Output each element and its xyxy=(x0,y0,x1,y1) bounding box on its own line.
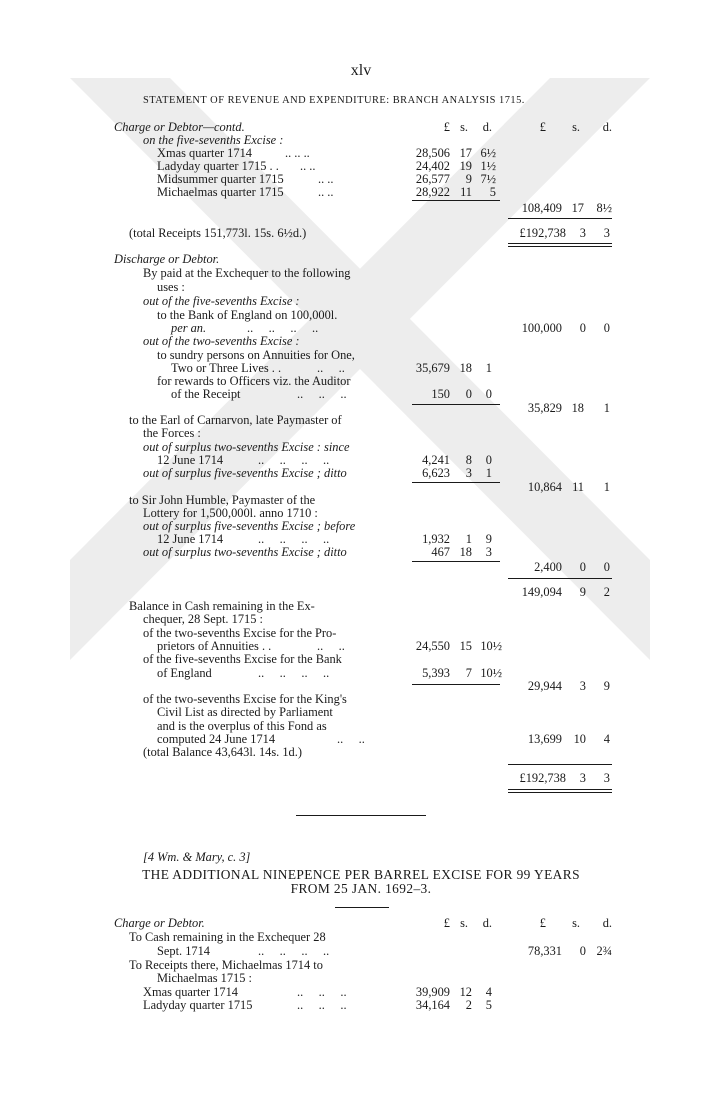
rule xyxy=(412,561,500,562)
amount-d: 4 xyxy=(603,732,610,746)
amount-s: 8 xyxy=(465,453,472,467)
col-head-d2: d. xyxy=(602,916,612,930)
sum-paid-l: 149,094 xyxy=(521,585,562,599)
amount-s: 0 xyxy=(579,944,586,958)
amount-l: 5,393 xyxy=(422,666,450,680)
text-line: Michaelmas 1715 : xyxy=(157,971,252,985)
text-line: computed 24 June 1714 xyxy=(157,732,276,746)
amount-l: 150 xyxy=(431,387,450,401)
text-line: to the Bank of England on 100,000l. xyxy=(157,308,338,322)
text-line: Lottery for 1,500,000l. anno 1710 : xyxy=(143,506,318,520)
rule xyxy=(412,404,500,405)
amount-d: 10½ xyxy=(480,639,502,653)
row-label: Ladyday quarter 1715 xyxy=(143,998,253,1012)
amount-s: 15 xyxy=(459,639,472,653)
amount-d: 0 xyxy=(603,321,610,335)
text-line: chequer, 28 Sept. 1715 : xyxy=(143,612,263,626)
amount-l: 28,922 xyxy=(415,185,450,199)
double-rule xyxy=(508,243,612,247)
dot-leader: .. .. xyxy=(318,172,334,186)
section-title-line2: FROM 25 JAN. 1692–3. xyxy=(290,881,432,896)
sum-paid-s: 9 xyxy=(579,585,586,599)
text-line: out of surplus five-sevenths Excise ; ditto xyxy=(143,466,347,480)
amount-s: 10 xyxy=(573,732,586,746)
subtotal-l: 29,944 xyxy=(527,679,562,693)
amount-d: 1½ xyxy=(480,159,496,173)
col-head-s2: s. xyxy=(572,120,580,134)
subtotal-d: 0 xyxy=(603,560,610,574)
grand-total-d: 3 xyxy=(603,771,610,785)
dot-leader: .. .. .. xyxy=(297,998,347,1012)
text-line: Civil List as directed by Parliament xyxy=(157,705,333,719)
text-line: of the Receipt xyxy=(171,387,241,401)
dot-leader: .. .. .. .. xyxy=(247,321,319,335)
amount-s: 2 xyxy=(465,998,472,1012)
amount-s: 0 xyxy=(465,387,472,401)
text-line: of the two-sevenths Excise for the King's xyxy=(143,692,347,706)
dot-leader: .. .. xyxy=(337,732,365,746)
text-line: Two or Three Lives . . xyxy=(171,361,282,375)
amount-d: 7½ xyxy=(480,172,496,186)
subtotal-s: 11 xyxy=(572,480,584,494)
rule xyxy=(412,684,500,685)
text-line: 12 June 1714 xyxy=(157,453,224,467)
amount-l: 1,932 xyxy=(422,532,450,546)
amount-s: 17 xyxy=(459,146,472,160)
amount-l: 78,331 xyxy=(527,944,562,958)
subtotal-d: 8½ xyxy=(596,201,612,215)
amount-s: 11 xyxy=(460,185,472,199)
rule xyxy=(335,907,389,908)
subtotal-l: 2,400 xyxy=(534,560,562,574)
row-label: Michaelmas quarter 1715 xyxy=(157,185,284,199)
row-label: Xmas quarter 1714 xyxy=(143,985,238,999)
text-line: 12 June 1714 xyxy=(157,532,224,546)
col-head-s2: s. xyxy=(572,916,580,930)
text-line: out of surplus two-sevenths Excise ; ditto xyxy=(143,545,347,559)
col-head-d: d. xyxy=(482,120,492,134)
running-title: STATEMENT OF REVENUE AND EXPENDITURE: BRANCH ANALYSIS 1715. xyxy=(143,95,525,106)
col-head-l2: £ xyxy=(539,916,546,930)
col-head-l: £ xyxy=(443,916,450,930)
dot-leader: .. .. .. xyxy=(297,985,347,999)
text-line: prietors of Annuities . . xyxy=(157,639,272,653)
charge-heading: Charge or Debtor—contd. xyxy=(114,120,245,134)
subtotal-s: 0 xyxy=(579,560,586,574)
amount-d: 0 xyxy=(485,387,492,401)
col-head-d: d. xyxy=(482,916,492,930)
text-line: of England xyxy=(157,666,212,680)
amount-d: 2¾ xyxy=(596,944,612,958)
dot-leader: .. .. xyxy=(317,361,345,375)
amount-l: 24,402 xyxy=(415,159,450,173)
double-rule xyxy=(508,789,612,793)
five-sevenths-label: on the five-sevenths Excise : xyxy=(143,133,284,147)
amount-l: 467 xyxy=(431,545,450,559)
section-title: THE ADDITIONAL NINEPENCE PER BARREL EXCISE FOR 99 YEARS xyxy=(142,867,580,882)
dot-leader: .. .. .. .. xyxy=(258,666,330,680)
subtotal-d: 1 xyxy=(603,480,610,494)
discharge-heading: Discharge or Debtor. xyxy=(114,252,220,266)
total-balance: (total Balance 43,643l. 14s. 1d.) xyxy=(143,745,302,759)
amount-d: 9 xyxy=(485,532,492,546)
charge-heading: Charge or Debtor. xyxy=(114,916,205,930)
amount-l: 24,550 xyxy=(415,639,450,653)
amount-s: 7 xyxy=(465,666,472,680)
dot-leader: .. .. xyxy=(317,639,345,653)
text-line: out of the two-sevenths Excise : xyxy=(143,334,300,348)
subtotal-l: 35,829 xyxy=(527,401,562,415)
amount-s: 19 xyxy=(459,159,472,173)
amount-d: 6½ xyxy=(480,146,496,160)
amount-l: 35,679 xyxy=(415,361,450,375)
amount-s: 9 xyxy=(465,172,472,186)
amount-d: 0 xyxy=(485,453,492,467)
text-line: the Forces : xyxy=(143,426,201,440)
dot-leader: .. .. .. .. xyxy=(258,944,330,958)
amount-l: 39,909 xyxy=(415,985,450,999)
text-line: Balance in Cash remaining in the Ex- xyxy=(129,599,315,613)
text-line: To Receipts there, Michaelmas 1714 to xyxy=(129,958,323,972)
dot-leader: .. .. .. .. xyxy=(258,532,330,546)
subtotal-d: 9 xyxy=(603,679,610,693)
amount-l: 6,623 xyxy=(422,466,450,480)
col-head-s: s. xyxy=(460,120,468,134)
grand-total-l: £192,738 xyxy=(519,771,566,785)
col-head-d2: d. xyxy=(602,120,612,134)
text-line: uses : xyxy=(157,280,185,294)
row-label: Ladyday quarter 1715 . . xyxy=(157,159,279,173)
text-line: to Sir John Humble, Paymaster of the xyxy=(129,493,316,507)
total-receipts: (total Receipts 151,773l. 15s. 6½d.) xyxy=(129,226,307,240)
text-line: of the two-sevenths Excise for the Pro- xyxy=(143,626,337,640)
text-line: out of the five-sevenths Excise : xyxy=(143,294,300,308)
amount-s: 0 xyxy=(579,321,586,335)
text-line: By paid at the Exchequer to the following xyxy=(143,266,351,280)
amount-l: 28,506 xyxy=(415,146,450,160)
amount-s: 12 xyxy=(459,985,472,999)
amount-d: 4 xyxy=(485,985,492,999)
amount-d: 10½ xyxy=(480,666,502,680)
dot-leader: .. .. .. .. xyxy=(258,453,330,467)
subtotal-s: 17 xyxy=(571,201,584,215)
text-line: of the five-sevenths Excise for the Bank xyxy=(143,652,342,666)
citation: [4 Wm. & Mary, c. 3] xyxy=(143,850,251,864)
subtotal-s: 3 xyxy=(579,679,586,693)
amount-d: 1 xyxy=(485,361,492,375)
row-label: Xmas quarter 1714 xyxy=(157,146,252,160)
section-divider xyxy=(296,815,426,816)
sum-paid-d: 2 xyxy=(603,585,610,599)
rule xyxy=(412,200,500,201)
amount-d: 5 xyxy=(489,185,496,199)
text-line: Sept. 1714 xyxy=(157,944,211,958)
dot-leader: .. .. .. xyxy=(297,387,347,401)
grand-total-s: 3 xyxy=(579,771,586,785)
rule xyxy=(508,764,612,765)
text-line: to sundry persons on Annuities for One, xyxy=(157,348,355,362)
amount-l: 34,164 xyxy=(415,998,450,1012)
amount-d: 3 xyxy=(485,545,492,559)
dot-leader: .. .. xyxy=(318,185,334,199)
amount-l: 13,699 xyxy=(527,732,562,746)
amount-s: 3 xyxy=(465,466,472,480)
col-head-l2: £ xyxy=(539,120,546,134)
page-number: xlv xyxy=(350,62,372,79)
amount-l: 4,241 xyxy=(422,453,450,467)
grand-total-l: £192,738 xyxy=(519,226,566,240)
text-line: and is the overplus of this Fond as xyxy=(157,719,327,733)
text-line: for rewards to Officers viz. the Auditor xyxy=(157,374,351,388)
dot-leader: .. .. xyxy=(300,159,316,173)
amount-l: 100,000 xyxy=(521,321,562,335)
grand-total-d: 3 xyxy=(603,226,610,240)
amount-s: 18 xyxy=(459,361,472,375)
text-line: out of surplus five-sevenths Excise ; before xyxy=(143,519,356,533)
rule xyxy=(508,218,612,219)
subtotal-l: 10,864 xyxy=(527,480,562,494)
subtotal-s: 18 xyxy=(571,401,584,415)
amount-d: 5 xyxy=(485,998,492,1012)
amount-d: 1 xyxy=(485,466,492,480)
text-line: out of surplus two-sevenths Excise : since xyxy=(143,440,350,454)
amount-s: 1 xyxy=(465,532,472,546)
amount-l: 26,577 xyxy=(415,172,450,186)
subtotal-l: 108,409 xyxy=(521,201,562,215)
text-line: To Cash remaining in the Exchequer 28 xyxy=(129,930,326,944)
text-line: to the Earl of Carnarvon, late Paymaster of xyxy=(129,413,342,427)
amount-s: 18 xyxy=(459,545,472,559)
grand-total-s: 3 xyxy=(579,226,586,240)
rule xyxy=(508,578,612,579)
subtotal-d: 1 xyxy=(603,401,610,415)
col-head-l: £ xyxy=(443,120,450,134)
dot-leader: .. .. .. xyxy=(285,146,310,160)
rule xyxy=(412,482,500,483)
text-line: per an. xyxy=(171,321,207,335)
row-label: Midsummer quarter 1715 xyxy=(157,172,284,186)
col-head-s: s. xyxy=(460,916,468,930)
